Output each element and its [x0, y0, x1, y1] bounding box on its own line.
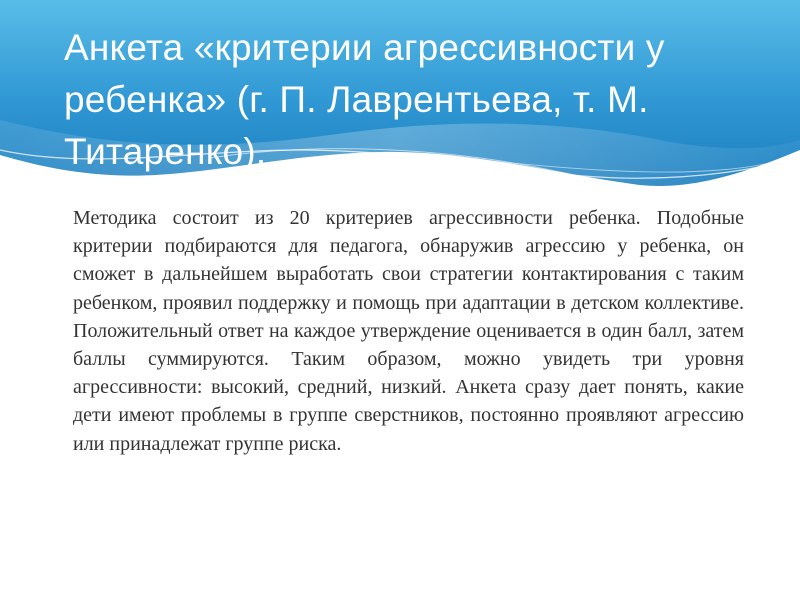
- body-paragraph: Методика состоит из 20 критериев агрессивности ребенка. Подобные критерии подбираются для педагога, обнаружив агрессию у ребенка, он сможет в дальнейшем выработать свои стратегии контактирования с таким ребенком, проявил поддержку и помощь при адаптации в детском коллективе. Положительный ответ на каждое утверждение оценивается в один балл, затем баллы суммируются. Таким образом, можно увидеть три уровня агрессивности: высокий, средний, низкий. Анкета сразу дает понять, какие дети имеют проблемы в группе сверстников, постоянно проявляют агрессию или принадлежат группе риска.: [73, 207, 744, 455]
- slide-title: Анкета «критерии агрессивности у ребенка» (г. П. Лаврентьева, т. М. Титаренко).: [64, 27, 665, 172]
